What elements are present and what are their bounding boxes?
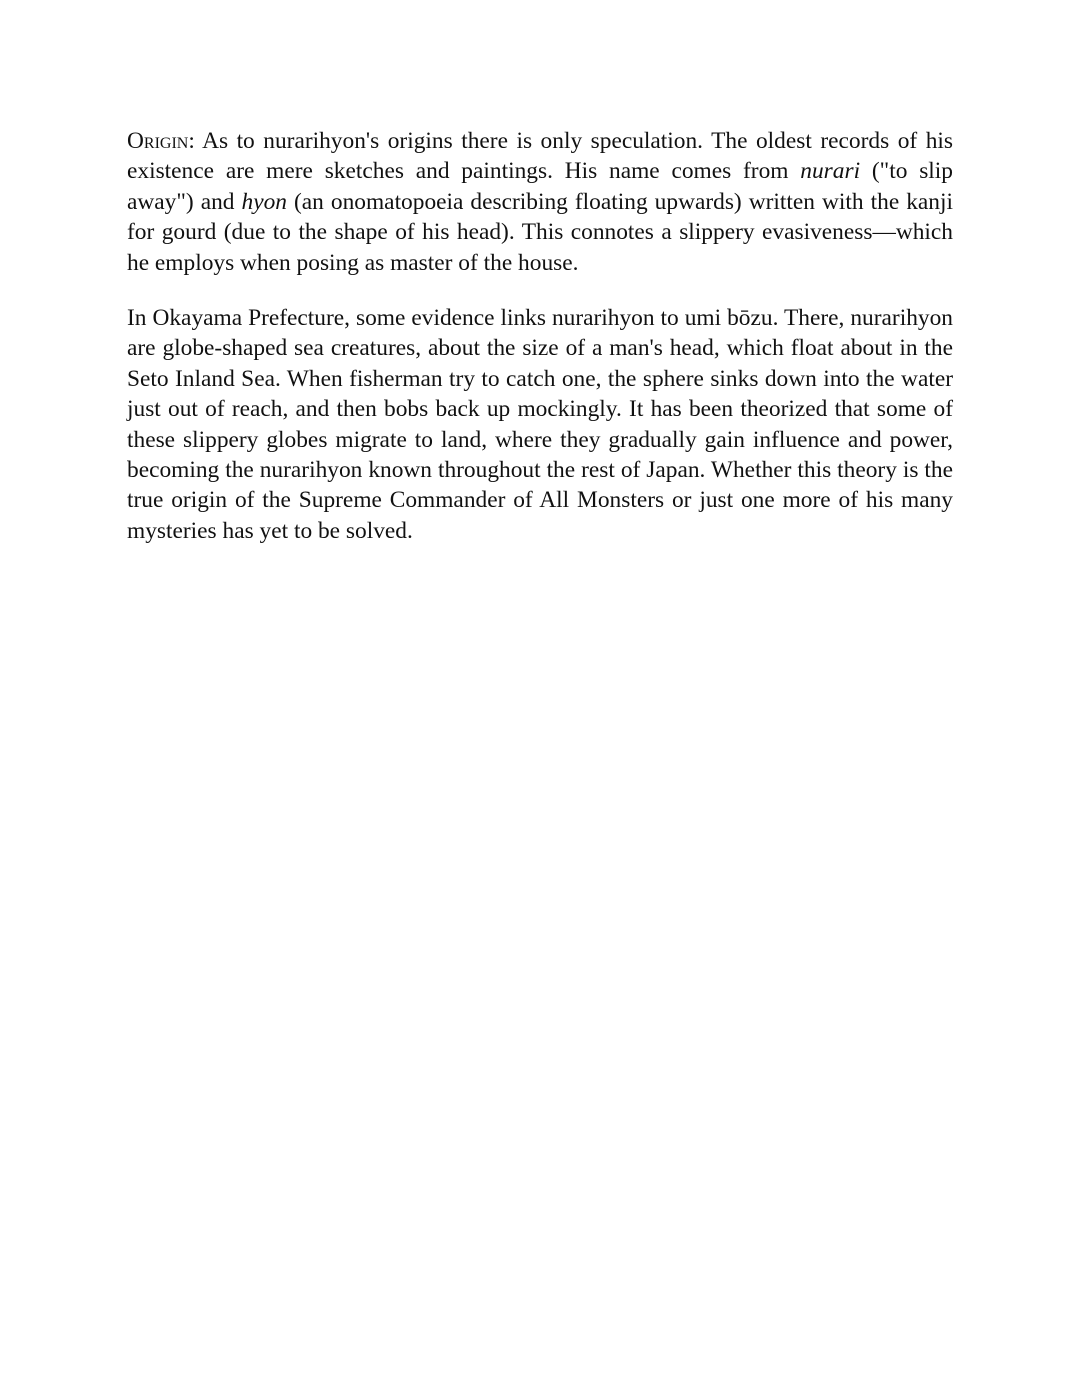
- document-page: [127, 126, 953, 571]
- origin-label-colon: :: [188, 128, 203, 154]
- origin-text-part3: (an onomatopoeia describing floating upwards) written with the kanji for gourd (due to the shape of his head). This connotes a slippery evasiveness—which he employs when posing as master of the house.: [127, 188, 953, 276]
- origin-paragraph: [127, 126, 953, 278]
- okayama-paragraph: In Okayama Prefecture, some evidence links nurarihyon to umi bōzu. There, nurarihyon are globe-shaped sea creatures, about the size of a man's head, which float about in the Seto Inland Sea. When fisherman try to catch one, the sphere sinks down into the water just out of reach, and then bobs back up mockingly. It has been theorized that some of these slippery globes migrate to land, where they gradually gain influence and power, becoming the nurarihyon known throughout the rest of Japan. Whether this theory is the true origin of the Supreme Commander of All Monsters or just one more of his many mysteries has yet to be solved.: [127, 305, 953, 544]
- origin-text-part2: ("to slip away") and: [127, 158, 953, 215]
- term-nurari: nurari: [800, 158, 861, 185]
- term-hyon: hyon: [241, 188, 287, 215]
- origin-label: Origin: [127, 128, 189, 154]
- origin-text-part1: As to nurarihyon's origins there is only speculation. The oldest records of his existence are mere sketches and paintings. His name comes from: [127, 128, 953, 185]
